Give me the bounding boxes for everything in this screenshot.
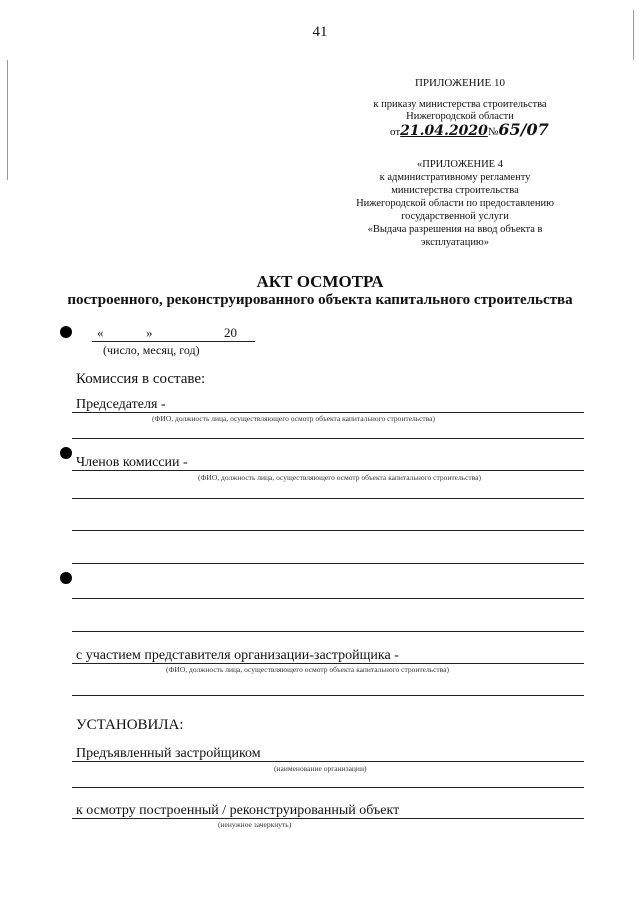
appendix10-title: ПРИЛОЖЕНИЕ 10 [414,77,506,89]
presented-label: Предъявленный застройщиком [76,746,261,761]
appendix4-line-2: министерства строительства [391,185,519,196]
members-line-4[interactable] [72,563,584,564]
date-line[interactable] [92,341,255,342]
members-line-1[interactable] [72,470,584,471]
act-title: АКТ ОСМОТРА [256,272,384,291]
appendix4-line-6: эксплуатацию» [420,237,490,248]
appendix10-line2: Нижегородской области [406,111,514,122]
appendix4-line-5: «Выдача разрешения на ввод объекта в [367,224,543,235]
organization-hint: (наименование организации) [274,764,367,773]
chairman-line-2[interactable] [72,438,584,439]
developer-line-2[interactable] [72,695,584,696]
chairman-label: Председателя - [76,397,166,412]
object-label: к осмотру построенный / реконструированный объект [76,803,400,818]
punch-hole-2 [60,447,72,459]
commission-label: Комиссия в составе: [76,371,206,387]
object-line[interactable] [72,818,584,819]
strike-hint: (ненужное зачеркнуть) [218,820,292,829]
punch-hole-3 [60,572,72,584]
date-close-quote: » [146,325,153,340]
members-line-6[interactable] [72,631,584,632]
developer-line[interactable] [72,663,584,664]
members-line-3[interactable] [72,530,584,531]
act-subtitle: построенного, реконструированного объекта капитального строительства [67,292,573,308]
chairman-hint: (ФИО, должность лица, осуществляющего осмотр объекта капитального строительства) [152,414,435,423]
handwritten-date: 21.04.2020 [400,123,488,139]
appendix10-line1: к приказу министерства строительства [373,99,547,110]
date-hint: (число, месяц, год) [103,343,200,357]
presented-line-2[interactable] [72,787,584,788]
appendix4-title: «ПРИЛОЖЕНИЕ 4 [417,159,503,170]
developer-label: с участием представителя организации-застройщика - [76,648,399,663]
date-open-quote: « [97,325,104,340]
members-hint: (ФИО, должность лица, осуществляющего осмотр объекта капитального строительства) [198,473,481,482]
scan-edge-left [7,60,8,180]
appendix10-date-row [390,120,549,139]
presented-line[interactable] [72,761,584,762]
appendix4-line-3: Нижегородской области по предоставлению [356,198,554,209]
appendix4-line-1: к административному регламенту [379,172,531,183]
members-label: Членов комиссии - [76,455,188,470]
appendix4-line-4: государственной услуги [401,211,509,222]
members-line-5[interactable] [72,598,584,599]
punch-hole-1 [60,326,72,338]
date-year-prefix: 20 [224,325,237,340]
handwritten-number: 65/07 [498,120,549,139]
developer-hint: (ФИО, должность лица, осуществляющего осмотр объекта капитального строительства) [166,665,449,674]
page-number: 41 [312,24,328,40]
date-prefix: от [390,126,401,138]
number-prefix: № [487,126,499,138]
members-line-2[interactable] [72,498,584,499]
established-label: УСТАНОВИЛА: [76,717,184,733]
chairman-line[interactable] [72,412,584,413]
